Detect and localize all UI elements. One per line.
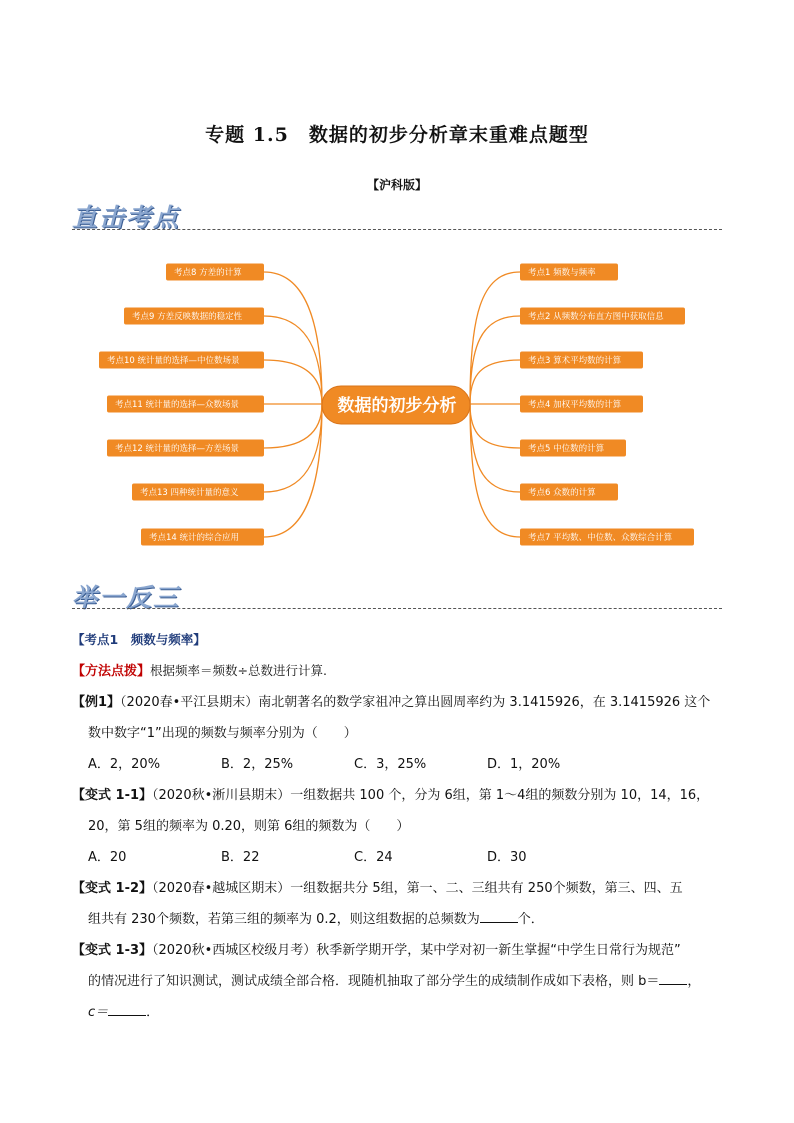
connector-line	[470, 404, 520, 537]
topic-label: 考点1 频数与频率	[528, 268, 596, 279]
option-b: B．22	[221, 850, 260, 865]
left-topic-node	[166, 264, 264, 281]
variant-text-cont: 20，第 5组的频率为 0.20，则第 6组的频数为（ ）	[88, 819, 410, 834]
variant-1-1	[72, 780, 722, 811]
option-a: A．2，20%	[88, 757, 161, 772]
example-text: （2020春•平江县期末）南北朝著名的数学家祖冲之算出圆周率约为 3.1415926，在 3.1415926 这个	[120, 695, 711, 710]
right-topic-node	[520, 529, 694, 546]
variant-text-part: c＝	[88, 1005, 109, 1020]
variant-text-part: 的情况进行了知识测试，测试成绩全部合格．现随机抽取了部分学生的成绩制作成如下表格，则 b＝	[88, 974, 660, 989]
variant-label: 【变式 1-3】	[72, 943, 153, 958]
option-c: C．24	[354, 850, 393, 865]
answer-blank-b	[659, 970, 687, 985]
variant-text: （2020秋•西城区校级月考）秋季新学期开学，某中学对初一新生掌握“中学生日常行为规范”	[152, 943, 681, 958]
connector-line	[264, 360, 322, 404]
option-d: D．1，20%	[487, 757, 561, 772]
variant-1-2	[72, 873, 722, 904]
topic-label: 考点6 众数的计算	[528, 488, 596, 499]
topic-label: 考点11 统计量的选择—众数场景	[115, 400, 240, 411]
option-d: D．30	[487, 850, 527, 865]
connector-line	[264, 404, 322, 537]
option-c: C．3，25%	[354, 757, 427, 772]
right-topic-node	[520, 440, 626, 457]
option-b: B．2，25%	[221, 757, 294, 772]
example-options	[72, 749, 722, 780]
answer-blank	[480, 908, 518, 923]
connector-line	[470, 360, 520, 404]
variant-label: 【变式 1-1】	[72, 788, 153, 803]
variant-text: （2020春•越城区期末）一组数据共分 5组，第一、二、三组共有 250个频数，第三、四、五	[152, 881, 683, 896]
center-topic-label: 数据的初步分析	[337, 396, 457, 416]
right-topic-node	[520, 396, 643, 413]
section-heading-zhiji: 直击考点	[72, 203, 181, 232]
connector-line	[470, 272, 520, 404]
method-label: 【方法点拨】	[72, 664, 151, 679]
variant-text-part: ．	[146, 1005, 160, 1020]
edition-label: 【沪科版】	[366, 178, 427, 192]
topic-label: 考点4 加权平均数的计算	[528, 400, 622, 411]
example-1	[72, 687, 722, 718]
topic-label: 考点3 算术平均数的计算	[528, 356, 622, 367]
section-divider	[72, 229, 722, 230]
connector-line	[264, 272, 322, 404]
left-topic-node	[124, 308, 264, 325]
variant-text-cont	[72, 966, 722, 997]
topic-label: 考点8 方差的计算	[174, 268, 242, 279]
content-body	[72, 624, 722, 1028]
answer-blank-c	[108, 1001, 146, 1016]
left-topic-node	[107, 396, 264, 413]
connector-line	[264, 404, 322, 448]
section-heading-juyi: 举一反三	[72, 583, 181, 612]
topic-label: 考点12 统计量的选择—方差场景	[115, 444, 240, 455]
mind-map	[0, 250, 794, 560]
method-tip	[72, 655, 722, 687]
section-divider	[72, 608, 722, 609]
left-topic-node	[107, 440, 264, 457]
variant-1-3	[72, 935, 722, 966]
variant-text-part: 组共有 230个频数，若第三组的频率为 0.2，则这组数据的总频数为	[88, 912, 480, 927]
example-label: 【例1】	[72, 695, 121, 710]
example-text-cont: 数中数字“1”出现的频数与频率分别为（ ）	[88, 726, 357, 741]
right-topic-node	[520, 264, 618, 281]
variant-text: （2020秋•淅川县期末）一组数据共 100 个，分为 6组，第 1～4组的频数分别为 10，14，16，	[152, 788, 710, 803]
left-topic-node	[141, 529, 264, 546]
left-topic-node	[132, 484, 264, 501]
center-topic-node	[322, 386, 470, 424]
topic-label: 考点5 中位数的计算	[528, 444, 605, 455]
topic-label: 考点10 统计量的选择—中位数场景	[107, 356, 240, 367]
connector-line	[470, 404, 520, 448]
variant-options	[72, 842, 722, 873]
topic-label: 考点9 方差反映数据的稳定性	[132, 312, 243, 323]
variant-label: 【变式 1-2】	[72, 881, 153, 896]
variant-text-cont	[72, 904, 722, 935]
variant-text-part: 个．	[517, 912, 544, 927]
left-topic-node	[99, 352, 264, 369]
kaodian-heading: 【考点1 频数与频率】	[72, 632, 206, 647]
page-title: 专题 1.5 数据的初步分析章末重难点题型	[205, 124, 589, 146]
right-topic-node	[520, 484, 618, 501]
option-a: A．20	[88, 850, 127, 865]
method-text: 根据频率＝频数÷总数进行计算.	[150, 663, 327, 678]
variant-text-part: ，	[687, 974, 701, 989]
topic-label: 考点7 平均数、中位数、众数综合计算	[528, 533, 673, 544]
right-topic-node	[520, 308, 685, 325]
right-topic-node	[520, 352, 643, 369]
topic-label: 考点13 四种统计量的意义	[140, 488, 239, 499]
variant-text-cont	[72, 997, 722, 1028]
topic-label: 考点2 从频数分布直方图中获取信息	[528, 312, 664, 323]
topic-label: 考点14 统计的综合应用	[149, 533, 240, 544]
